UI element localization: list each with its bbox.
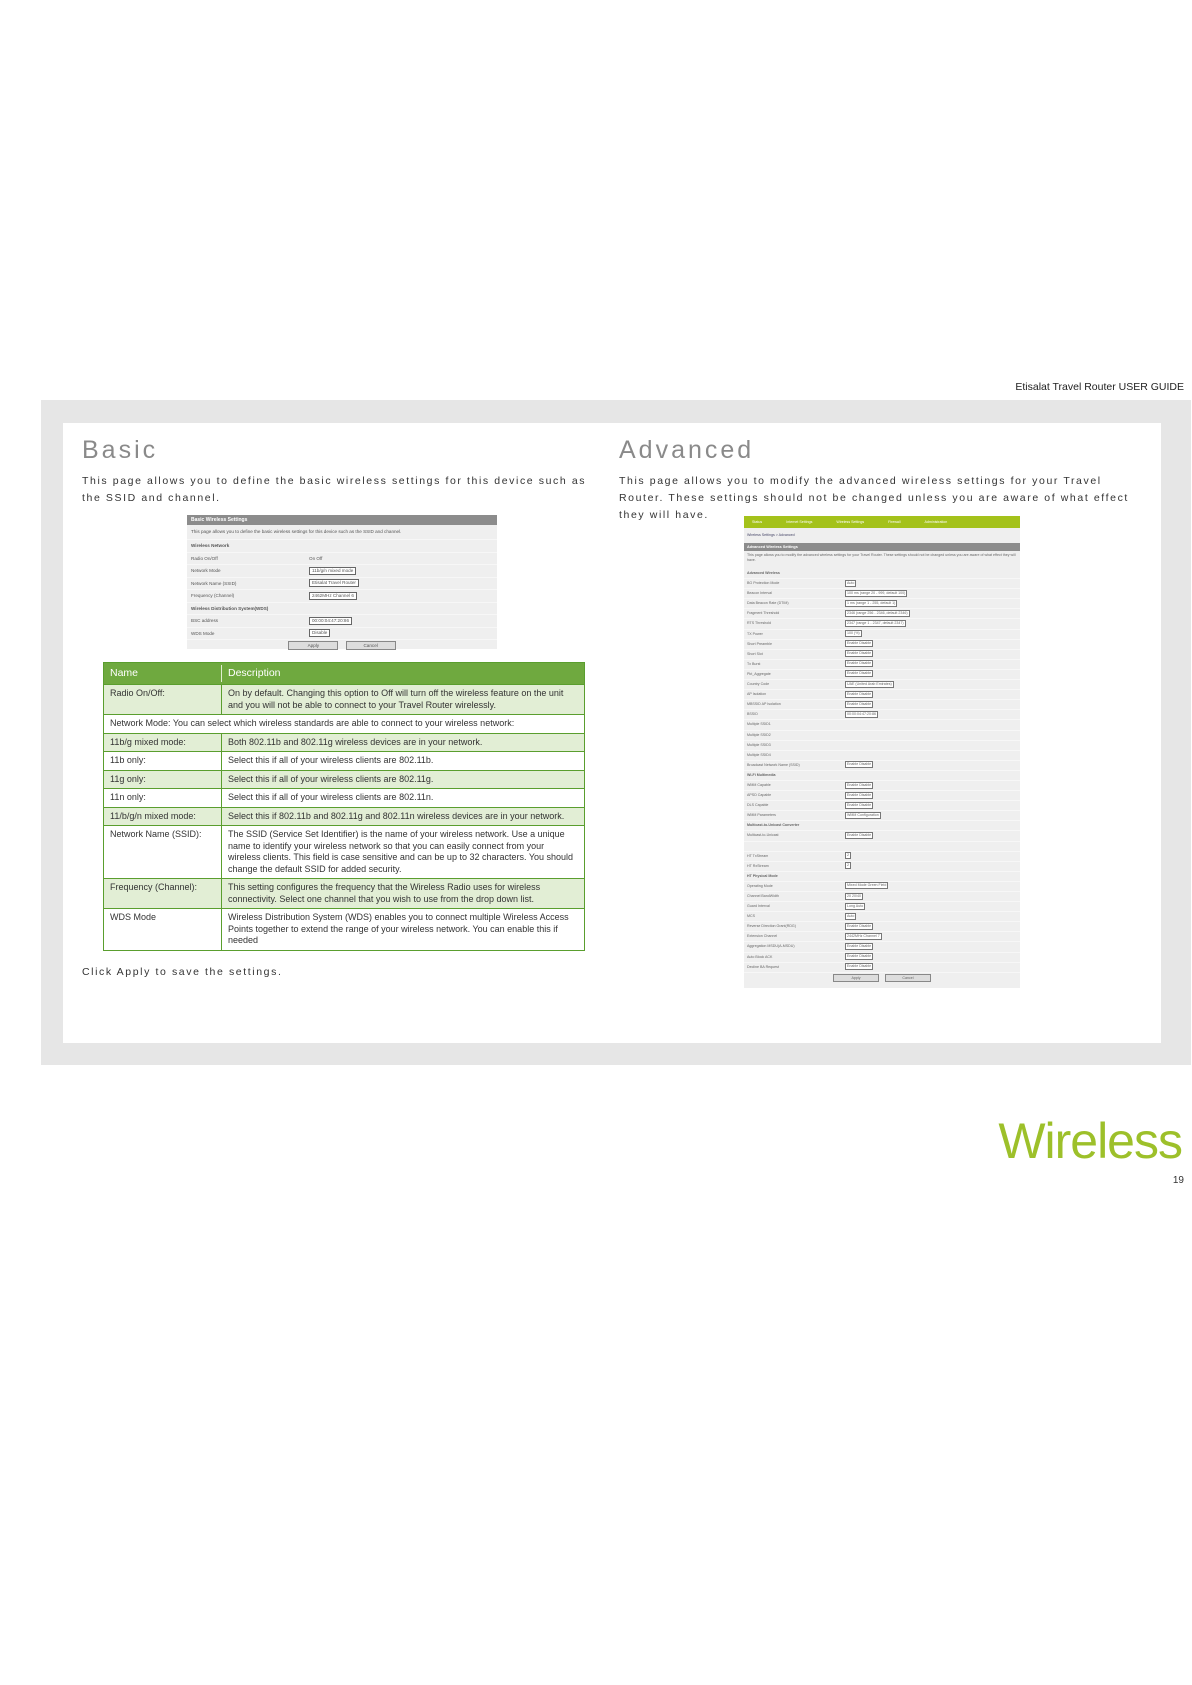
nav-item[interactable]: Administration <box>924 520 948 524</box>
settings-row <box>744 670 1020 680</box>
setting-label: Wi-Fi Multimedia <box>747 772 776 777</box>
setting-control[interactable]: 2347 (range 1 - 2347, default 2347) <box>847 621 904 626</box>
setting-label: Broadcast Network Name (SSID) <box>747 762 800 767</box>
settings-row <box>744 710 1020 720</box>
settings-row <box>744 650 1020 660</box>
setting-label: MCS <box>747 914 755 919</box>
settings-row <box>744 690 1020 700</box>
table-cell-name: WDS Mode <box>104 909 222 950</box>
nav-item[interactable]: Status <box>752 520 763 524</box>
settings-row <box>744 862 1020 872</box>
advanced-wireless-screenshot <box>744 516 1020 988</box>
cancel-button[interactable]: Cancel <box>885 974 931 982</box>
table-cell-name: 11n only: <box>104 789 222 807</box>
table-cell-description: Select this if all of your wireless clients are 802.11b. <box>228 755 434 765</box>
setting-label: Short Preamble <box>747 641 772 646</box>
settings-row <box>744 791 1020 801</box>
setting-label: BSC address <box>191 618 219 623</box>
screenshot-title: Basic Wireless Settings <box>187 515 497 525</box>
setting-control[interactable]: Enable Disable <box>847 832 872 837</box>
settings-row <box>744 660 1020 670</box>
setting-control[interactable]: Enable Disable <box>847 701 872 706</box>
settings-row <box>744 720 1020 730</box>
settings-row <box>744 630 1020 640</box>
setting-label: MBSSID AP Isolation <box>747 702 781 707</box>
settings-row <box>744 579 1020 589</box>
setting-value <box>845 609 910 618</box>
setting-value <box>845 619 906 628</box>
setting-label: Multicast-to-Unicast Converter <box>747 823 800 828</box>
setting-value <box>845 589 907 598</box>
setting-control[interactable]: 20 20/40 <box>847 893 861 898</box>
table-cell-name: 11/b/g/n mixed mode: <box>104 808 222 826</box>
setting-label: HT RxStream <box>747 863 769 868</box>
screenshot-desc: This page allows you to modify the advanced wireless settings for your Travel Router. These settings should not be changed unless you are aware of what effect they will have. <box>747 553 1016 562</box>
setting-control[interactable]: Enable Disable <box>847 691 872 696</box>
setting-control[interactable]: WMM Configuration <box>847 812 879 817</box>
setting-label: RTS Threshold <box>747 621 772 626</box>
setting-label: Beacon Interval <box>747 591 772 596</box>
settings-row <box>744 932 1020 942</box>
settings-row <box>744 751 1020 761</box>
setting-value <box>845 922 873 931</box>
table-cell-name: Frequency (Channel): <box>104 879 222 908</box>
router-nav-bar <box>744 516 1020 528</box>
setting-label: HT TxStream <box>747 853 769 858</box>
setting-control[interactable]: 100 ms (range 20 - 999, default 100) <box>847 590 906 595</box>
setting-control[interactable]: 2 <box>847 853 849 858</box>
setting-label: Multiple SSID2 <box>747 732 771 737</box>
basic-heading: Basic <box>82 436 159 464</box>
setting-value <box>845 579 856 588</box>
setting-value <box>845 660 873 669</box>
setting-label: Radio On/Off <box>191 555 218 561</box>
table-cell-name: Radio On/Off: <box>104 685 222 714</box>
setting-label: WMM Parameters <box>747 813 776 818</box>
table-row <box>104 770 584 789</box>
setting-control[interactable]: 00:00:04:47:20:86 <box>847 711 876 716</box>
screenshot-title: Advanced Wireless Settings <box>744 543 1020 551</box>
setting-label: Multiple SSID3 <box>747 742 771 747</box>
advanced-intro: This page allows you to modify the advanced wireless settings for your Travel Router. These settings should not be changed unless you are aware of what effect they will have. <box>619 475 1129 521</box>
setting-label: Multiple SSID1 <box>747 722 771 727</box>
settings-row <box>744 680 1020 690</box>
setting-control[interactable]: Enable Disable <box>847 661 872 666</box>
setting-value <box>845 811 881 820</box>
table-header <box>104 663 584 684</box>
table-cell-description: Wireless Distribution System (WDS) enables you to connect multiple Wireless Access Points together to extend the range of your wireless network. You can enable this if needed <box>228 912 569 945</box>
basic-wireless-screenshot <box>187 515 497 649</box>
setting-control[interactable]: 00:00:04:47:20:86 <box>309 617 352 625</box>
setting-control[interactable]: 2462MHz Channel 6 <box>309 592 357 600</box>
setting-control[interactable]: Enable Disable <box>847 964 872 969</box>
table-row <box>104 733 584 752</box>
setting-value <box>845 761 873 770</box>
setting-value <box>845 670 873 679</box>
setting-label: DLS Capable <box>747 803 769 808</box>
setting-label: Operating Mode <box>747 883 773 888</box>
table-row <box>104 908 584 950</box>
setting-value <box>845 862 851 871</box>
breadcrumb: Wireless Settings > Advanced <box>747 533 795 537</box>
setting-value <box>309 628 330 640</box>
table-cell-name: 11b/g mixed mode: <box>104 734 222 752</box>
setting-value <box>845 801 873 810</box>
setting-value <box>845 700 873 709</box>
settings-row <box>744 741 1020 751</box>
nav-item[interactable]: Wireless Settings <box>836 520 865 524</box>
settings-row <box>744 599 1020 609</box>
setting-value <box>845 942 873 951</box>
apply-button[interactable]: Apply <box>833 974 879 982</box>
table-row <box>104 714 584 733</box>
advanced-heading: Advanced <box>619 436 755 464</box>
setting-control[interactable]: Enable Disable <box>847 944 872 949</box>
cancel-button[interactable]: Cancel <box>346 641 396 650</box>
setting-value <box>845 953 873 962</box>
setting-value <box>845 599 897 608</box>
setting-control[interactable]: Enable Disable <box>847 762 872 767</box>
setting-label: Decline BA Request <box>747 964 779 969</box>
setting-value <box>845 650 873 659</box>
setting-value <box>845 963 873 972</box>
setting-label: Frequency (Channel) <box>191 593 235 598</box>
document-header: Etisalat Travel Router USER GUIDE <box>1015 381 1184 393</box>
setting-label: Guard Interval <box>747 904 770 909</box>
setting-control[interactable]: Enable Disable <box>847 641 872 646</box>
basic-caption: Click Apply to save the settings. <box>82 966 283 978</box>
setting-label: Network Name (SSID) <box>191 580 237 586</box>
settings-row <box>744 922 1020 932</box>
setting-label: WDS Mode <box>191 630 215 636</box>
setting-control[interactable]: Enable Disable <box>847 651 872 656</box>
setting-control[interactable]: 2 <box>847 863 849 868</box>
setting-label: APSD Capable <box>747 793 772 798</box>
setting-label: Multiple SSID4 <box>747 752 771 757</box>
settings-row <box>187 553 497 566</box>
setting-label: Aggregation MSDU(A-MSDU) <box>747 944 795 949</box>
setting-label: BG Protection Mode <box>747 581 780 586</box>
setting-control[interactable]: 11b/g/n mixed mode <box>309 567 356 575</box>
setting-control[interactable]: 1 ms (range 1 - 255, default 1) <box>847 600 896 605</box>
settings-row <box>187 578 497 591</box>
setting-control[interactable]: 2442MHz Channel 7 <box>847 933 880 938</box>
setting-value <box>309 590 357 602</box>
setting-control[interactable]: 100 (%) <box>847 631 860 636</box>
screenshot-desc: This page allows you to define the basic wireless settings for this device such as the SSID and channel. <box>187 525 497 540</box>
screenshot-buttons <box>744 973 1020 983</box>
setting-label: AP Isolation <box>747 692 767 697</box>
setting-label: Network Mode <box>191 568 221 573</box>
table-cell-name: Network Name (SSID): <box>104 826 222 878</box>
settings-section <box>744 771 1020 781</box>
setting-label: Data Beacon Rate (DTIM) <box>747 601 789 606</box>
settings-table <box>103 662 585 951</box>
settings-row <box>744 942 1020 952</box>
settings-section <box>744 821 1020 831</box>
setting-label: Auto Block ACK <box>747 954 773 959</box>
settings-row <box>744 589 1020 599</box>
header-name: Name <box>104 665 222 683</box>
setting-label: Reverse Direction Grant(RDG) <box>747 924 796 929</box>
setting-value <box>845 640 873 649</box>
setting-control[interactable]: Disable <box>309 629 330 637</box>
table-row <box>104 825 584 878</box>
setting-value <box>845 791 873 800</box>
settings-row <box>744 731 1020 741</box>
settings-row <box>744 831 1020 841</box>
settings-row <box>744 852 1020 862</box>
table-row <box>104 751 584 770</box>
setting-label: BSSID <box>747 712 758 717</box>
setting-value <box>845 892 863 901</box>
section-brand-title: Wireless <box>998 1113 1182 1169</box>
settings-row <box>744 963 1020 973</box>
setting-control[interactable]: Long Auto <box>847 903 864 908</box>
settings-row <box>744 761 1020 771</box>
setting-value <box>845 831 873 840</box>
settings-row <box>187 628 497 641</box>
setting-label: Tx Burst <box>747 661 761 666</box>
settings-section <box>744 569 1020 579</box>
table-cell-description: Select this if all of your wireless clients are 802.11n. <box>228 792 434 802</box>
settings-row <box>744 609 1020 619</box>
table-cell-description: Select this if 802.11b and 802.11g and 802.11n wireless devices are in your network. <box>228 810 565 821</box>
setting-control[interactable]: Auto <box>847 913 855 918</box>
settings-row <box>744 781 1020 791</box>
setting-value <box>845 882 888 891</box>
table-row <box>104 878 584 908</box>
setting-label: Channel BandWidth <box>747 894 779 898</box>
setting-control[interactable]: Enable Disable <box>847 671 872 676</box>
setting-control[interactable]: Enable Disable <box>847 782 872 787</box>
setting-value <box>309 578 359 590</box>
setting-label: Advanced Wireless <box>747 571 780 575</box>
table-cell-description: The SSID (Service Set Identifier) is the name of your wireless network. Use a unique name to identify your wireless network so that you can easily connect from your wireless clients. This field is case sensitive and can be up to 32 characters. You should change the default SSID for added security. <box>228 829 574 874</box>
table-cell-description: Select this if all of your wireless clients are 802.11g. <box>228 773 434 784</box>
settings-row <box>187 565 497 578</box>
table-row <box>104 684 584 714</box>
setting-control[interactable]: Etisalat Travel Router <box>309 579 359 587</box>
setting-label: WMM Capable <box>747 782 771 787</box>
setting-label: Pkt_Aggregate <box>747 671 771 676</box>
setting-control[interactable]: UAE (United Arab Emirates) <box>847 681 892 686</box>
table-row <box>104 807 584 826</box>
table-cell-description: Both 802.11b and 802.11g wireless devices are in your network. <box>228 736 483 747</box>
setting-value <box>309 553 322 565</box>
settings-row <box>744 902 1020 912</box>
section-wds: Wireless Distribution System(WDS) <box>187 603 497 616</box>
setting-value <box>845 902 865 911</box>
setting-value <box>845 710 878 719</box>
setting-value <box>845 912 856 921</box>
nav-item[interactable]: Firewall <box>888 520 901 524</box>
setting-control[interactable]: Enable Disable <box>847 802 872 807</box>
settings-row <box>744 700 1020 710</box>
setting-value <box>309 565 356 577</box>
settings-row <box>744 801 1020 811</box>
nav-item[interactable]: Internet Settings <box>786 520 813 524</box>
setting-label: Fragment Threshold <box>747 611 780 616</box>
table-cell-name: 11b only: <box>104 752 222 770</box>
setting-value <box>309 615 352 627</box>
setting-value <box>845 680 894 689</box>
settings-row <box>744 811 1020 821</box>
settings-row <box>744 892 1020 902</box>
setting-control[interactable]: Enable Disable <box>847 923 872 928</box>
page-number: 19 <box>1172 1175 1184 1186</box>
setting-label: Country Code <box>747 682 770 687</box>
apply-button[interactable]: Apply <box>288 641 338 650</box>
screenshot-buttons <box>187 640 497 652</box>
table-cell-name: 11g only: <box>104 771 222 789</box>
setting-value <box>845 932 882 941</box>
setting-value <box>845 781 873 790</box>
setting-control[interactable]: Enable Disable <box>847 792 872 797</box>
table-row <box>104 788 584 807</box>
settings-row <box>744 640 1020 650</box>
setting-control[interactable]: Mixed Mode Green Field <box>847 883 887 888</box>
setting-label: Extension Channel <box>747 934 778 939</box>
setting-value <box>845 630 862 639</box>
header-description: Description <box>228 666 281 679</box>
setting-control[interactable]: Auto <box>847 580 855 585</box>
section-wireless-network: Wireless Network <box>187 540 497 553</box>
setting-label: Multicast-to-Unicast <box>747 833 779 838</box>
setting-value <box>845 690 873 699</box>
setting-control[interactable]: Enable Disable <box>847 954 872 959</box>
setting-value <box>845 852 851 861</box>
basic-intro: This page allows you to define the basic wireless settings for this device such as the SSID and channel. <box>82 475 587 504</box>
setting-control[interactable]: 2346 (range 256 - 2346, default 2346) <box>847 610 908 615</box>
settings-row <box>744 882 1020 892</box>
settings-row <box>744 842 1020 852</box>
settings-row <box>187 590 497 603</box>
setting-label: Short Slot <box>747 651 763 656</box>
settings-row <box>744 619 1020 629</box>
setting-label: HT Physical Mode <box>747 873 778 878</box>
setting-control[interactable]: On Off <box>309 555 323 561</box>
setting-label: TX Power <box>747 631 763 636</box>
table-cell-full: Network Mode: You can select which wireless standards are able to connect to your wireless network: <box>110 718 515 728</box>
settings-row <box>744 912 1020 922</box>
settings-section <box>744 872 1020 882</box>
table-cell-description: On by default. Changing this option to Off will turn off the wireless feature on the unit and you will not be able to connect to your Travel Router wirelessly. <box>228 688 564 710</box>
table-cell-description: This setting configures the frequency that the Wireless Radio uses for wireless connectivity. Select one channel that you wish to use from the drop down list. <box>228 882 541 904</box>
settings-row <box>744 953 1020 963</box>
settings-row <box>187 615 497 628</box>
